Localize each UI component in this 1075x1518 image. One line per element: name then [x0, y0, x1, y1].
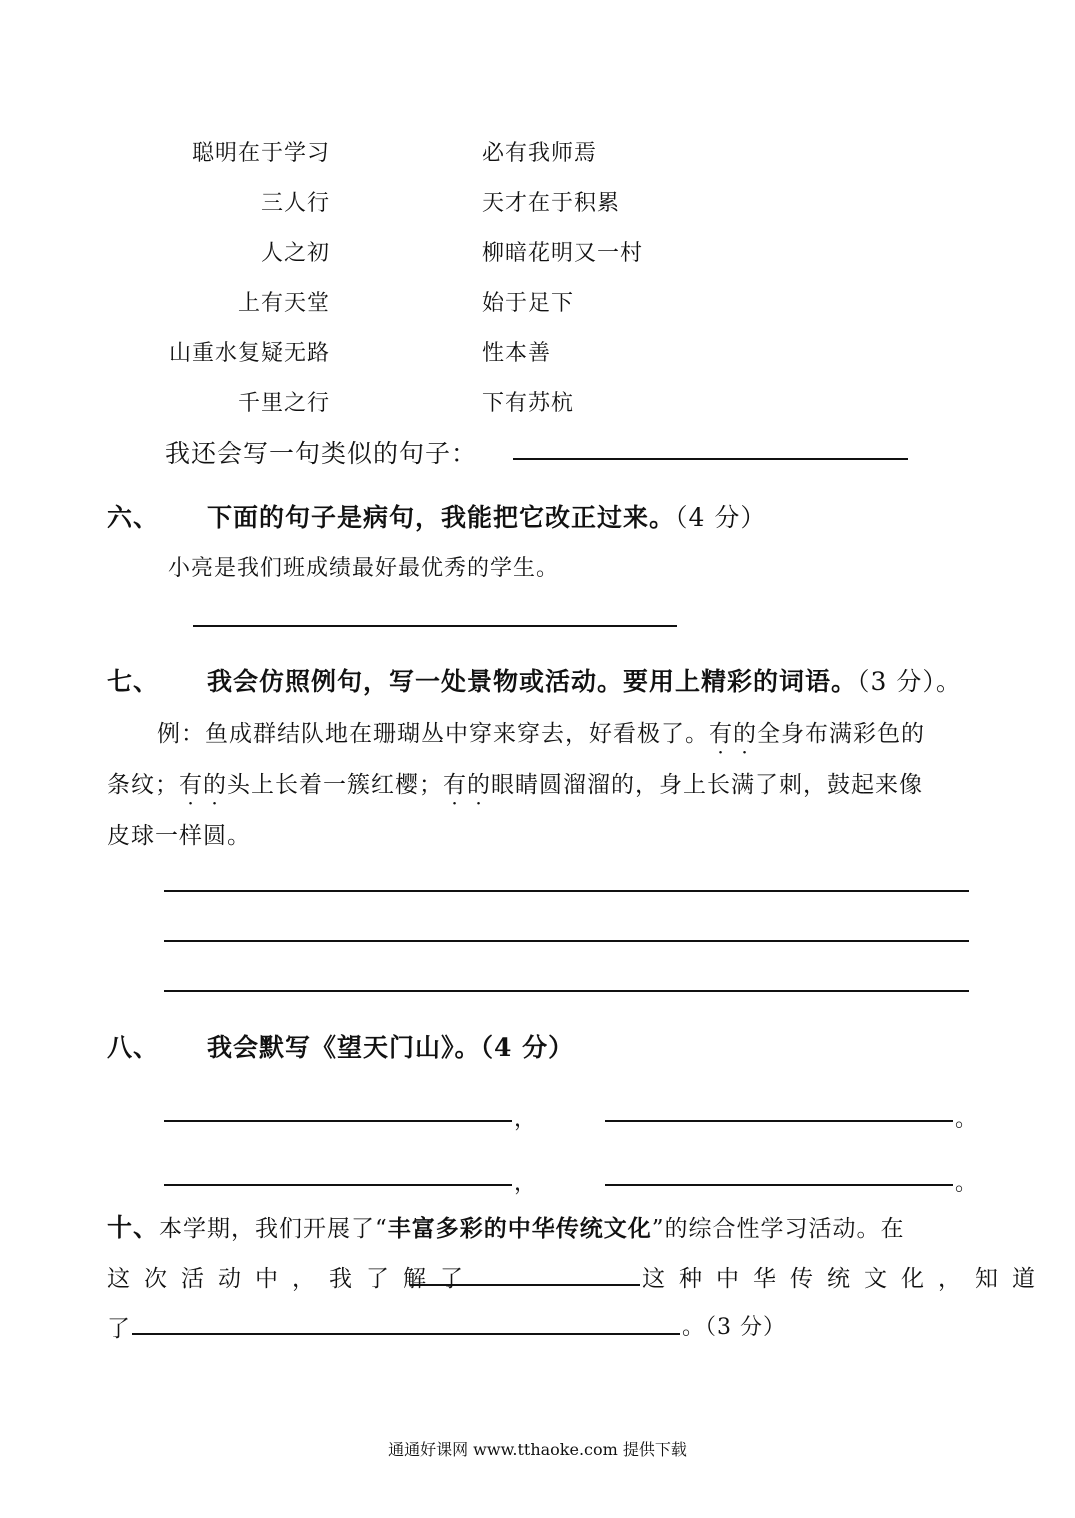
emphasis-you: 有	[179, 772, 203, 798]
q10-number: 十、	[107, 1213, 160, 1242]
q7-example-text: 眼睛圆溜溜的，身上长满了刺，鼓起来像	[491, 772, 923, 798]
q10-line2-start: 这次活动中，我了解了	[107, 1266, 477, 1292]
matching-right-item: 下有苏杭	[482, 391, 575, 416]
poem-line-1[interactable]	[164, 1120, 512, 1122]
q10-text: 本学期，我们开展了“	[159, 1216, 388, 1242]
matching-left-item: 聪明在于学习	[191, 141, 330, 166]
matching-right-item: 始于足下	[482, 291, 575, 316]
poem-period: 。	[955, 1171, 979, 1196]
emphasis-de: 的	[733, 721, 757, 747]
matching-right-item: 性本善	[482, 341, 552, 366]
q7-example-text: 头上长着一簇红樱；	[227, 772, 443, 798]
q10-text: ”的综合性学习活动。在	[651, 1216, 905, 1242]
q10-answer-line-2[interactable]	[132, 1333, 680, 1335]
matching-left-item: 人之初	[260, 241, 330, 266]
q6-score: （4 分）	[675, 503, 767, 532]
matching-left-item: 三人行	[260, 191, 330, 216]
matching-right-item: 必有我师焉	[482, 141, 598, 166]
emphasis-you: 有	[709, 721, 733, 747]
q8-number: 八、	[107, 1033, 160, 1062]
q10-line1	[107, 1208, 905, 1244]
q10-line3-start: 了	[107, 1316, 131, 1342]
q7-score: （3 分）。	[857, 667, 962, 696]
poem-line-3[interactable]	[164, 1184, 512, 1186]
matching-right-item: 柳暗花明又一村	[482, 241, 644, 266]
emphasis-de: 的	[203, 772, 227, 798]
emphasis-you: 有	[443, 772, 467, 798]
q7-example-line2	[107, 766, 923, 799]
q10-line2-end: 这种中华传统文化，知道	[642, 1266, 1049, 1292]
q7-answer-line[interactable]	[164, 990, 969, 992]
q8-title: 我会默写《望天门山》。（4 分）	[207, 1033, 575, 1062]
q7-example-line3: 皮球一样圆。	[107, 823, 251, 849]
q6-number: 六、	[107, 503, 160, 532]
q10-highlight: 丰富多彩的中华传统文化	[387, 1215, 652, 1242]
q7-example-text: 例：鱼成群结队地在珊瑚丛中穿来穿去，好看极了。	[157, 721, 709, 747]
q7-answer-line[interactable]	[164, 890, 969, 892]
q7-example-text: 条纹；	[107, 772, 179, 798]
q7-example-text: 全身布满彩色的	[757, 721, 925, 747]
q10-line3-end: 。（3 分）	[682, 1315, 786, 1340]
extra-sentence-prompt: 我还会写一句类似的句子：	[165, 439, 478, 468]
poem-period: 。	[955, 1107, 979, 1132]
q6-sentence: 小亮是我们班成绩最好最优秀的学生。	[168, 556, 560, 581]
poem-comma: ，	[514, 1107, 538, 1132]
q7-example-line1	[157, 715, 925, 748]
q6-answer-line[interactable]	[193, 625, 677, 627]
poem-comma: ，	[514, 1171, 538, 1196]
q6-title: 下面的句子是病句，我能把它改正过来。	[207, 503, 676, 532]
extra-sentence-answer-line[interactable]	[513, 458, 908, 460]
q7-answer-line[interactable]	[164, 940, 969, 942]
q7-heading	[107, 662, 962, 698]
matching-left-item: 千里之行	[237, 391, 330, 416]
matching-left-item: 山重水复疑无路	[168, 341, 330, 366]
q7-title: 我会仿照例句，写一处景物或活动。要用上精彩的词语。	[207, 667, 858, 696]
q7-number: 七、	[107, 667, 160, 696]
q6-heading	[107, 498, 766, 534]
poem-line-2[interactable]	[605, 1120, 953, 1122]
matching-left-item: 上有天堂	[237, 291, 330, 316]
q10-answer-line-1[interactable]	[410, 1284, 640, 1286]
poem-line-4[interactable]	[605, 1184, 953, 1186]
q8-heading	[107, 1028, 574, 1064]
emphasis-de: 的	[467, 772, 491, 798]
matching-right-item: 天才在于积累	[482, 191, 621, 216]
page-footer: 通通好课网 www.tthaoke.com 提供下载	[388, 1440, 687, 1459]
